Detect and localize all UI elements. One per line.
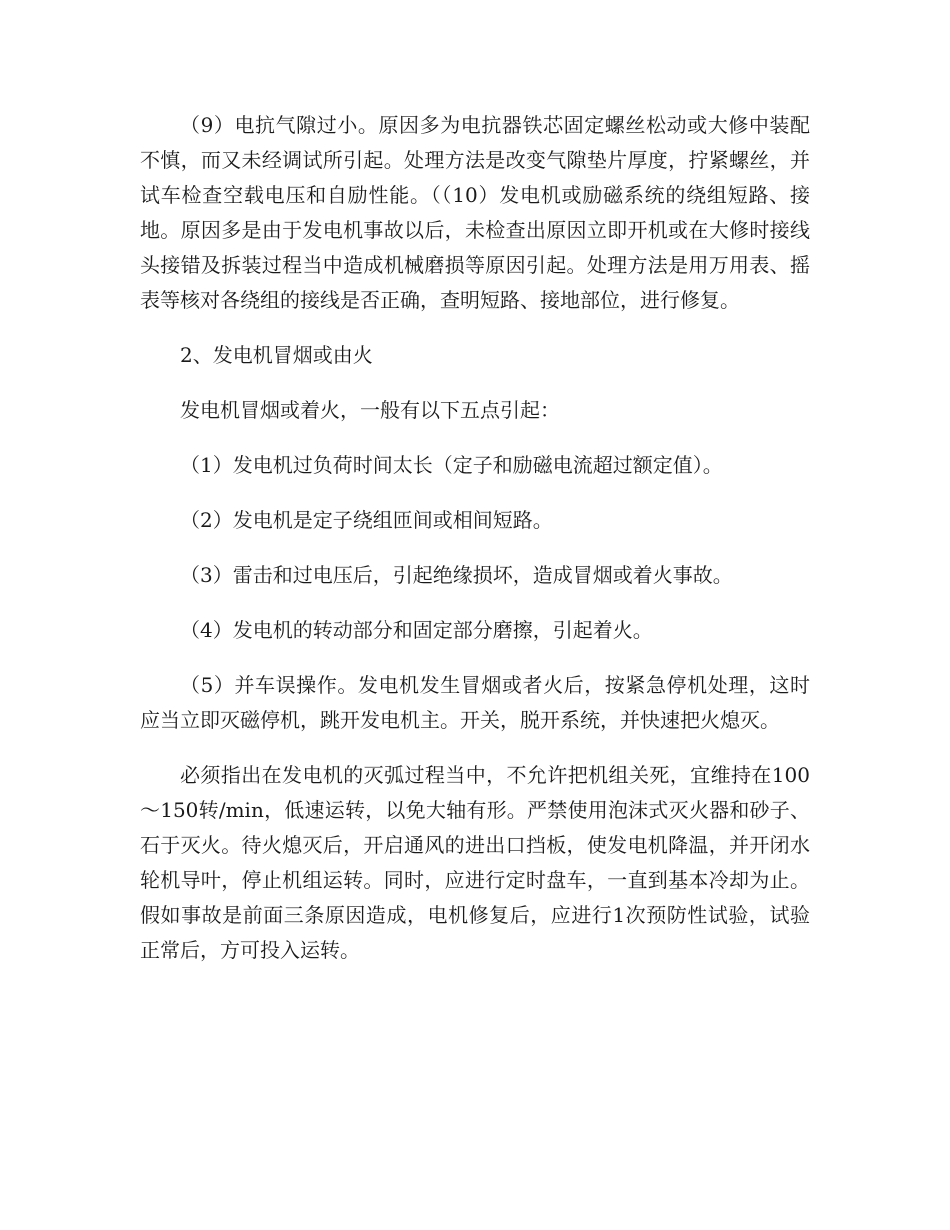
section-heading-smoke-fire: 2、发电机冒烟或由火 [180,343,373,367]
paragraph-reactor-gap: （9）电抗气隙过小。原因多为电抗器铁芯固定螺丝松动或大修中装配不慎，而又未经调试所引起。处理方法是改变气隙垫片厚度，拧紧螺丝，并试车检查空载电压和自励性能。（（10）发电机或励磁系统的绕组短路、接地。原因多是由于发电机事故以后，未检查出原因立即开机或在大修时接线头接错及拆装过程当中造成机械磨损等原因引起。处理方法是用万用表、摇表等核对各绕组的接线是否正确，查明短路、接地部位，进行修复。 [140,113,810,312]
paragraph-extinguishing-notes: 必须指出在发电机的灭弧过程当中，不允许把机组关死，宜维持在100～150转/min，低速运转，以免大轴有形。严禁使用泡沫式灭火器和砂子、石于灭火。待火熄灭后，开启通风的进出口挡板，使发电机降温，并开闭水轮机导叶，停止机组运转。同时，应进行定时盘车，一直到基本冷却为止。假如事故是前面三条原因造成，电机修复后，应进行1次预防性试验，试验正常后，方可投入运转。 [140,763,810,962]
list-item-cause-2: （2）发电机是定子绕组匝间或相间短路。 [180,508,553,532]
list-item-cause-4: （4）发电机的转动部分和固定部分磨擦，引起着火。 [180,618,653,642]
list-item-cause-3: （3）雷击和过电压后，引起绝缘损坏，造成冒烟或着火事故。 [180,563,733,587]
list-item-cause-5: （5）并车误操作。发电机发生冒烟或者火后，按紧急停机处理，这时应当立即灭磁停机，跳开发电机主。开关，脱开系统，并快速把火熄灭。 [140,673,810,732]
list-item-cause-1: （1）发电机过负荷时间太长（定子和励磁电流超过额定值）。 [180,453,723,477]
paragraph-causes-intro: 发电机冒烟或着火，一般有以下五点引起： [180,398,560,422]
document-body [140,108,810,988]
